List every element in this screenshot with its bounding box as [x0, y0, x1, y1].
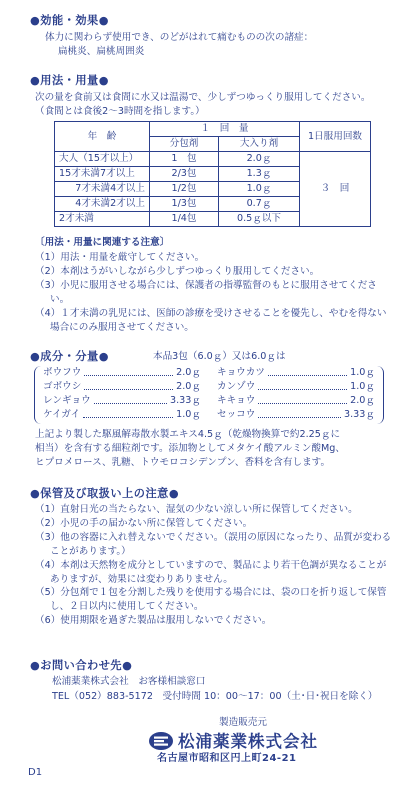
usage-notes: [35, 251, 395, 334]
ingredient-amount: 2.0ｇ: [350, 394, 375, 406]
storage-list: [35, 503, 393, 628]
table-header-dose: １ 回 量: [150, 122, 300, 137]
row-bottle: 2.0ｇ: [219, 152, 300, 167]
ingredient-name: キョウカツ: [217, 367, 265, 378]
ingredient-amount: 1.0ｇ: [176, 408, 201, 420]
storage-item: （2）小児の手の届かない所に保管してください。: [35, 517, 253, 529]
ingredient-name: レンギョウ: [43, 394, 91, 406]
daily-frequency: ３ 回: [300, 152, 371, 227]
table-header-packet: 分包剤: [150, 137, 219, 152]
maker-label: 製造販売元: [219, 717, 267, 728]
ingredient-name: ケイガイ: [43, 408, 81, 420]
usage-note: （2）本剤はうがいしながら少しずつゆっくり服用してください。: [35, 265, 320, 277]
efficacy-header: ●効能・効果●: [30, 14, 109, 27]
ingredients-footer-line: 上記より製した駆風解毒散水製エキス4.5ｇ（乾燥物換算で約2.25ｇに: [35, 429, 341, 440]
row-packet: 1 包: [150, 152, 219, 167]
row-packet: 1/4包: [150, 212, 219, 227]
usage-text-2: （食間とは食後2〜3時間を指します。）: [35, 106, 205, 117]
company-logo-icon: [148, 731, 174, 751]
usage-note: （3）小児に服用させる場合には、保護者の指導監督のもとに服用させてください。: [35, 279, 377, 305]
ingredient-amount: 2.0ｇ: [176, 380, 201, 392]
table-header-bottle: 大入り剤: [219, 137, 300, 152]
ingredient-name: ゴボウシ: [43, 380, 82, 392]
ingredient-item: [217, 366, 375, 380]
ingredient-item: [43, 394, 201, 408]
storage-item: （4）本剤は天然物を成分としていますので、製品により若干色調が異なることがありますが、効果には変わりありません。: [35, 559, 387, 585]
ingredients-col-left: [43, 366, 201, 422]
usage-notes-title: 〔用法・用量に関連する注意〕: [35, 237, 170, 248]
table-header-daily: 1日服用回数: [300, 122, 371, 152]
ingredient-item: [217, 380, 375, 394]
ingredient-item: [217, 408, 375, 422]
ingredients-header: ●成分・分量●: [30, 350, 109, 363]
ingredients-col-right: [217, 366, 375, 422]
table-row: [55, 152, 371, 167]
ingredient-item: [43, 366, 201, 380]
usage-note: （4）１才未満の乳児には、医師の診療を受けさせることを優先し、やむを得ない場合にのみ服用させてください。: [35, 307, 387, 333]
contact-header: ●お問い合わせ先●: [30, 659, 133, 672]
storage-item: （3）他の容器に入れ替えないでください。（誤用の原因になったり、品質が変わることがあります。）: [35, 531, 392, 557]
ingredients-box: [34, 366, 384, 424]
efficacy-text-1: 体力に関わらず使用でき、のどがはれて痛むものの次の諸症：: [45, 32, 314, 43]
row-packet: 2/3包: [150, 167, 219, 182]
ingredient-amount: 1.0ｇ: [350, 380, 375, 392]
ingredient-item: [43, 380, 201, 394]
storage-item: （1）直射日光の当たらない、湿気の少ない涼しい所に保管してください。: [35, 504, 358, 515]
row-age: 15才未満7才以上: [55, 167, 150, 182]
usage-note: （1）用法・用量を厳守してください。: [35, 252, 205, 263]
storage-header: ●保管及び取扱い上の注意●: [30, 487, 180, 500]
ingredient-amount: 3.33ｇ: [170, 394, 201, 406]
dosage-table: [54, 121, 371, 227]
row-bottle: 1.0ｇ: [219, 182, 300, 197]
document-code: D1: [28, 767, 43, 778]
ingredients-footer-line: 相当）を含有する細粒剤です。添加物としてメタケイ酸アルミン酸Mg、: [35, 442, 345, 454]
row-bottle: 1.3ｇ: [219, 167, 300, 182]
row-age: 大人（15才以上）: [55, 152, 150, 167]
row-bottle: 0.7ｇ: [219, 197, 300, 212]
contact-company: 松浦薬業株式会社 お客様相談窓口: [52, 676, 206, 687]
usage-header: ●用法・用量●: [30, 74, 109, 87]
row-age: 2才未満: [55, 212, 150, 227]
ingredient-amount: 1.0ｇ: [350, 367, 375, 378]
ingredient-amount: 2.0ｇ: [176, 367, 201, 378]
ingredient-name: カンゾウ: [217, 380, 256, 392]
row-packet: 1/3包: [150, 197, 219, 212]
table-header-age: 年 齢: [55, 122, 150, 152]
row-bottle: 0.5ｇ以下: [219, 212, 300, 227]
ingredient-item: [217, 394, 375, 408]
ingredient-name: キキョウ: [217, 394, 256, 406]
contact-tel: TEL（052）883-5172 受付時間 10：00〜17：00（土･日･祝日を除く）: [52, 691, 378, 702]
row-age: 4才未満2才以上: [55, 197, 150, 212]
ingredients-footer-line: ヒプロメロース、乳糖、トウモロコシデンプン、香料を含有します。: [35, 456, 331, 468]
ingredient-amount: 3.33ｇ: [344, 408, 375, 420]
ingredient-item: [43, 408, 201, 422]
maker-name: 松浦薬業株式会社: [178, 732, 318, 751]
ingredients-footer: [35, 428, 345, 470]
row-age: 7才未満4才以上: [55, 182, 150, 197]
ingredient-name: セッコウ: [217, 408, 256, 420]
row-packet: 1/2包: [150, 182, 219, 197]
ingredients-intro: 本品3包（6.0ｇ）又は6.0ｇは: [153, 351, 286, 362]
ingredient-name: ボウフウ: [43, 367, 82, 378]
efficacy-text-2: 扁桃炎、扁桃周囲炎: [58, 46, 145, 57]
storage-item: （5）分包剤で１包を分割した残りを使用する場合には、袋の口を折り返して保管し、２日以内に使用してください。: [35, 587, 387, 613]
usage-text-1: 次の量を食前又は食間に水又は温湯で、少しずつゆっくり服用してください。: [35, 92, 371, 103]
maker-address: 名古屋市昭和区円上町24-21: [157, 753, 297, 764]
storage-item: （6）使用期限を過ぎた製品は服用しないでください。: [35, 615, 272, 627]
